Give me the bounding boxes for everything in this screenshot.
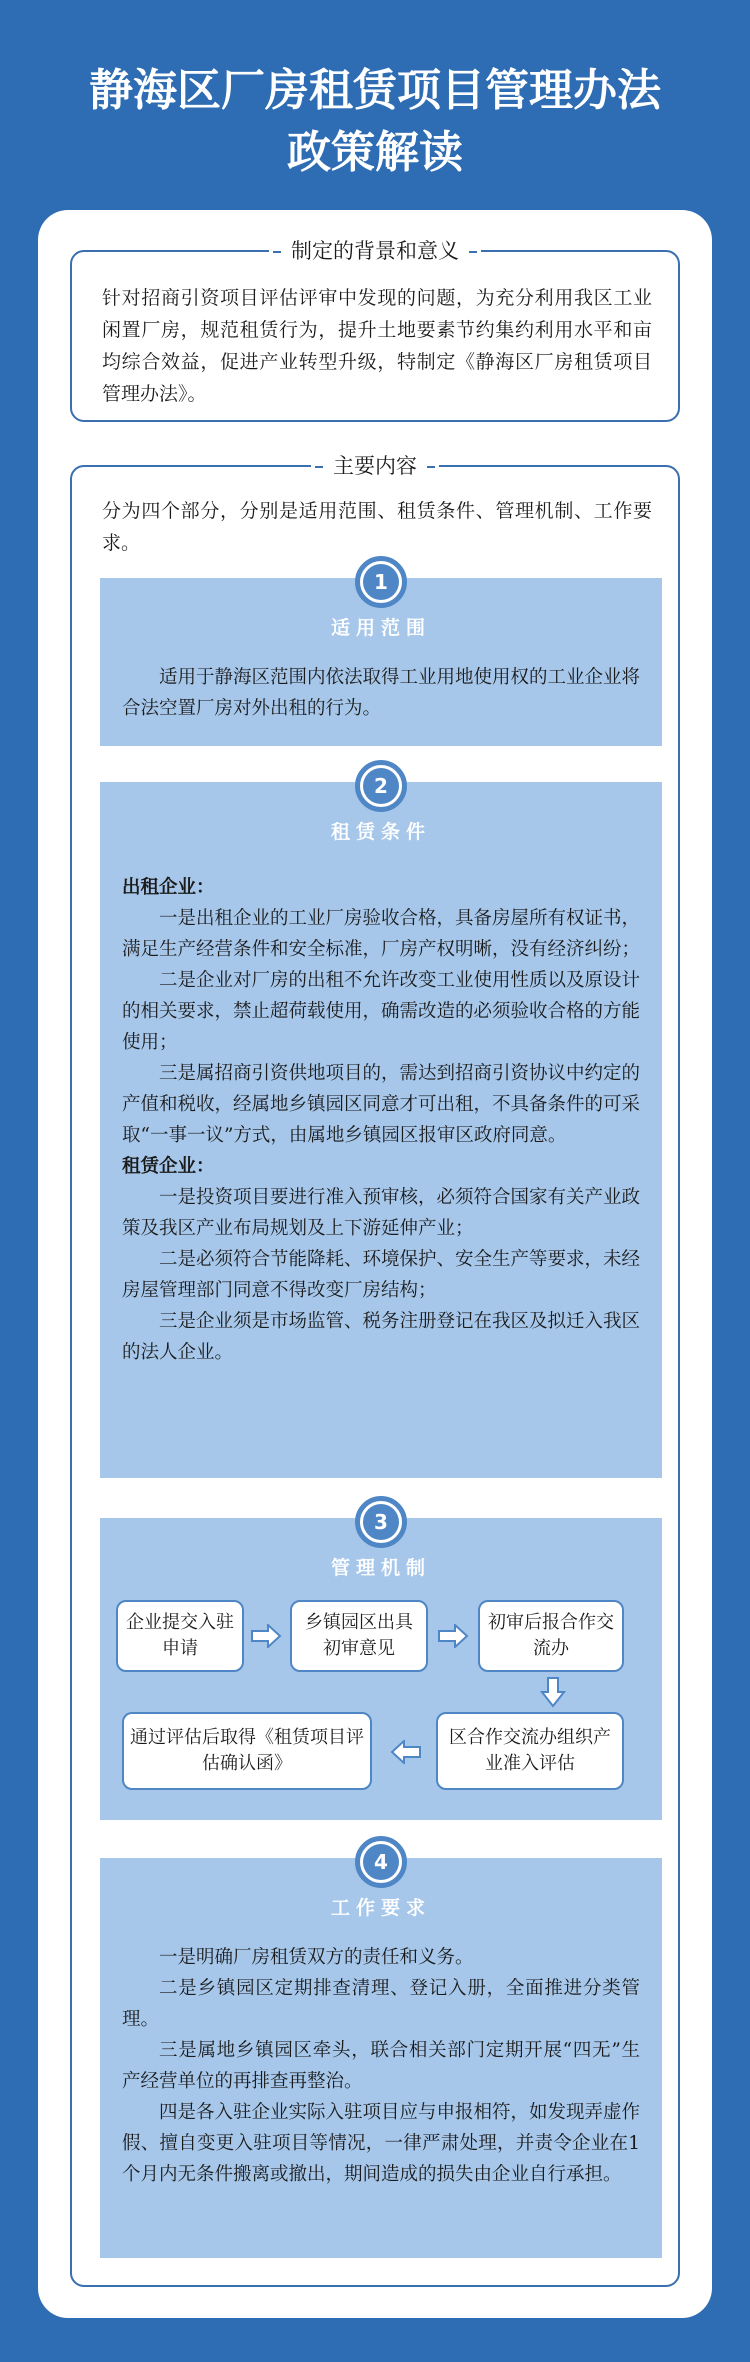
section-lease-text: 出租企业： 一是出租企业的工业厂房验收合格，具备房屋所有权证书，满足生产经营条件和安全标准，厂房产权明晰，没有经济纠纷； 二是企业对厂房的出租不允许改变工业使用性质以及原设计的相关要求，禁止超荷载使用，确需改造的必须验收合格的方能使用； 三是属招商引资供地项目的，需达到招商引资协议中约定的产值和税收，经属地乡镇园区同意才可出租，不具备条件的可采取“一事一议”方式，由属地乡镇园区报审区政府同意。 租赁企业： 一是投资项目要进行准入预审核，必须符合国家有关产业政策及我区产业布局规划及上下游延伸产业； 二是必须符合节能降耗、环境保护、安全生产等要求，未经房屋管理部门同意不得改变厂房结构； 三是企业须是市场监管、税务注册登记在我区及拟迁入我区的法人企业。 xyxy=(122,872,640,1368)
flow-step-2: 乡镇园区出具初审意见 xyxy=(290,1600,428,1672)
flow-step-4: 区合作交流办组织产业准入评估 xyxy=(436,1712,624,1790)
lessee-heading: 租赁企业： xyxy=(122,1156,215,1177)
section-number-1: 1 xyxy=(355,556,407,608)
content-card xyxy=(38,210,712,2318)
section-number-4: 4 xyxy=(355,1836,407,1888)
page-title xyxy=(0,60,750,184)
flow-step-3: 初审后报合作交流办 xyxy=(478,1600,624,1672)
section-scope xyxy=(100,570,662,746)
section-work-text: 一是明确厂房租赁双方的责任和义务。 二是乡镇园区定期排查清理、登记入册，全面推进分类管理。 三是属地乡镇园区牵头，联合相关部门定期开展“四无”生产经营单位的再排查再整治。 四是各入驻企业实际入驻项目应与申报相符，如发现弄虚作假、擅自变更入驻项目等情况，一律严肃处理，并责令企业在1个月内无条件搬离或撤出，期间造成的损失由企业自行承担。 xyxy=(122,1947,641,2185)
section-lease-conditions xyxy=(100,774,662,1478)
section-management xyxy=(100,1510,662,1820)
main-intro: 分为四个部分，分别是适用范围、租赁条件、管理机制、工作要求。 xyxy=(102,500,652,554)
lessor-heading: 出租企业： xyxy=(122,877,215,898)
background-label: 制定的背景和意义 xyxy=(269,236,481,266)
arrow-left-icon xyxy=(390,1740,422,1764)
section-title-lease: 租赁条件 xyxy=(330,821,431,843)
section-number-2: 2 xyxy=(355,760,407,812)
section-title-work: 工作要求 xyxy=(330,1897,431,1919)
title-line-2: 政策解读 xyxy=(287,127,463,178)
background-text: 针对招商引资项目评估评审中发现的问题，为充分利用我区工业闲置厂房，规范租赁行为，提升土地要素节约集约利用水平和亩均综合效益，促进产业转型升级，特制定《静海区厂房租赁项目管理办法》。 xyxy=(102,287,652,405)
arrow-right-icon xyxy=(250,1624,282,1648)
background-box xyxy=(70,239,680,422)
section-number-3: 3 xyxy=(355,1496,407,1548)
flow-step-1: 企业提交入驻申请 xyxy=(116,1600,244,1672)
section-title-management: 管理机制 xyxy=(330,1557,431,1579)
section-scope-text: 适用于静海区范围内依法取得工业用地使用权的工业企业将合法空置厂房对外出租的行为。 xyxy=(122,667,641,719)
flow-step-5: 通过评估后取得《租赁项目评估确认函》 xyxy=(122,1712,372,1790)
section-title-scope: 适用范围 xyxy=(330,617,431,639)
main-content-label: 主要内容 xyxy=(311,451,439,481)
title-line-1: 静海区厂房租赁项目管理办法 xyxy=(89,65,661,116)
section-work-requirements xyxy=(100,1850,662,2258)
arrow-down-icon xyxy=(540,1676,566,1708)
arrow-right-icon xyxy=(437,1624,469,1648)
